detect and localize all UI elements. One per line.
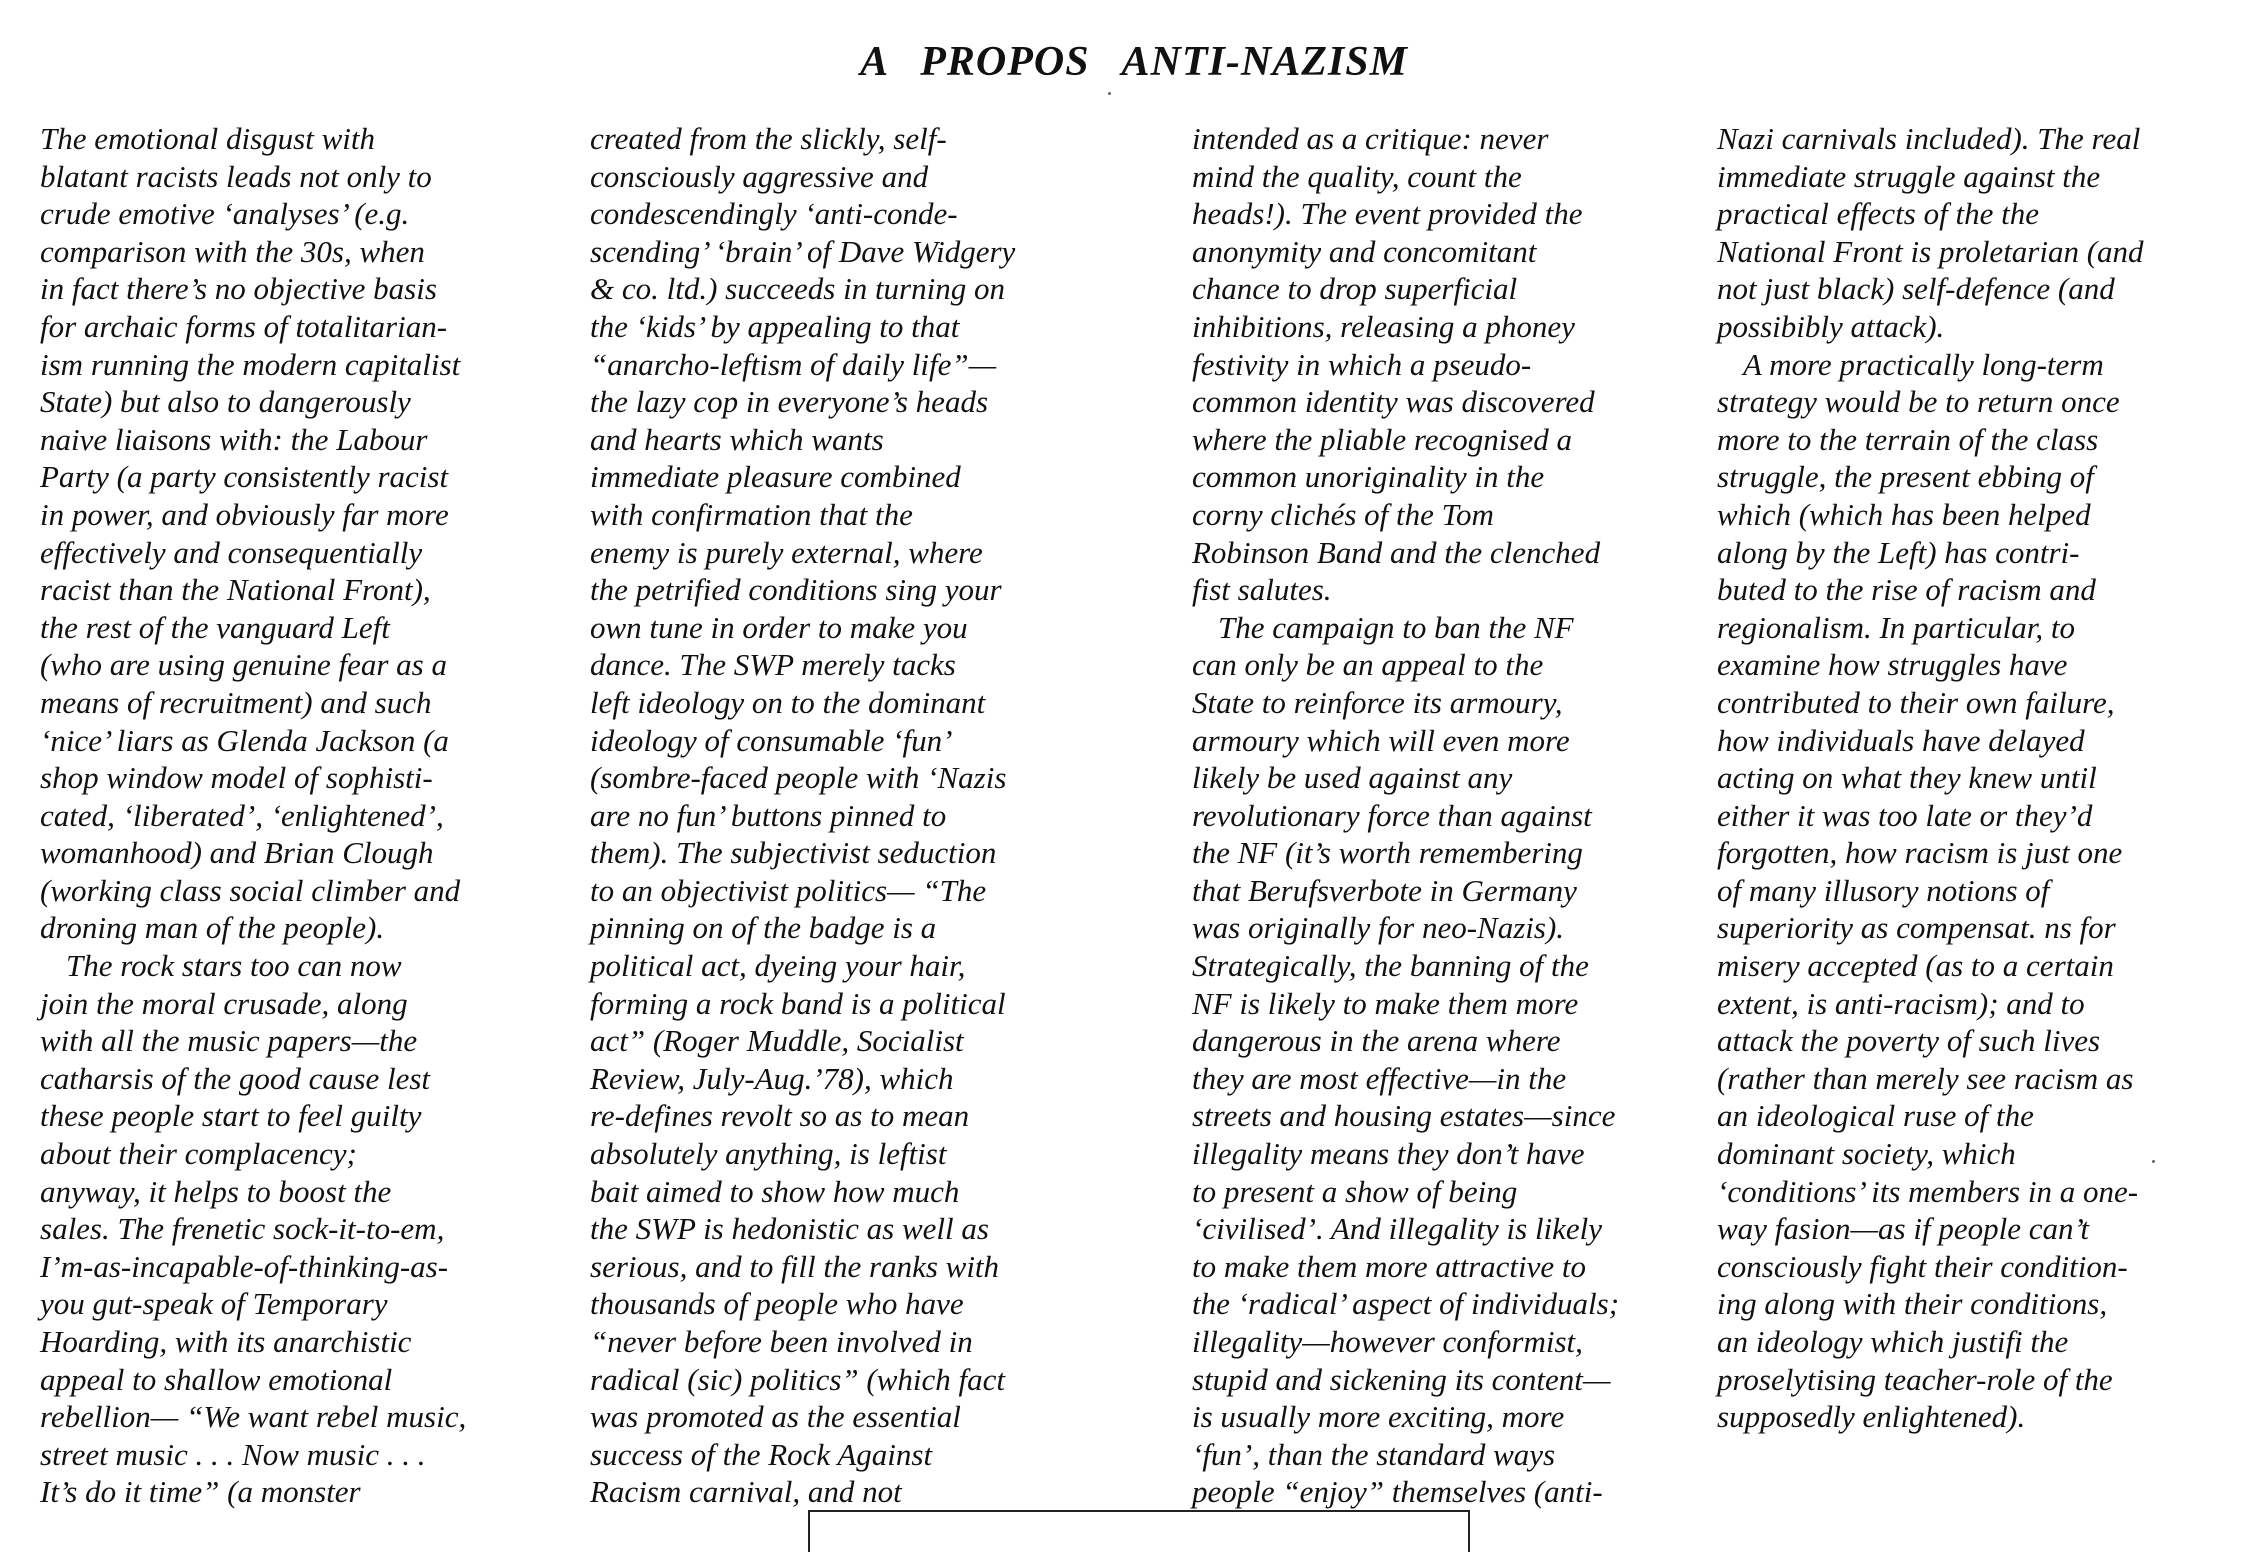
text-line: shop window model of sophisti- <box>40 760 433 796</box>
text-line: armoury which will even more <box>1192 722 1570 758</box>
text-line: own tune in order to make you <box>590 609 968 645</box>
text-line: act” (Roger Muddle, Socialist <box>590 1023 964 1059</box>
text-line: illegality means they don’t have <box>1192 1136 1585 1172</box>
text-line: you gut-speak of Temporary <box>40 1286 388 1322</box>
text-line: (rather than merely see racism as <box>1717 1060 2134 1096</box>
text-line: catharsis of the good cause lest <box>40 1060 431 1096</box>
text-line: success of the Rock Against <box>590 1436 933 1472</box>
text-line: with confirmation that the <box>590 496 913 532</box>
text-line: appeal to shallow emotional <box>40 1361 393 1397</box>
text-line: serious, and to fill the ranks with <box>590 1248 1000 1284</box>
text-line: “anarcho-leftism of daily life”— <box>590 346 997 382</box>
text-line: ism running the modern capitalist <box>40 346 461 382</box>
text-column-3 <box>1192 120 1712 1511</box>
text-line: along by the Left) has contri- <box>1717 534 2080 570</box>
text-line: immediate struggle against the <box>1717 158 2101 194</box>
text-line: effectively and consequentially <box>40 534 423 570</box>
text-line: more to the terrain of the class <box>1717 421 2099 457</box>
text-line: heads!). The event provided the <box>1192 196 1583 232</box>
text-line: chance to drop superficial <box>1192 271 1518 307</box>
text-line: can only be an appeal to the <box>1192 647 1544 683</box>
text-line: contributed to their own failure, <box>1717 684 2115 720</box>
text-line: proselytising teacher-role of the <box>1717 1361 2113 1397</box>
text-line: condescendingly ‘anti-conde- <box>590 196 958 232</box>
text-line: struggle, the present ebbing of <box>1717 459 2094 495</box>
text-line: forgotten, how racism is just one <box>1717 835 2123 871</box>
text-line: the lazy cop in everyone’s heads <box>590 384 989 420</box>
text-line: the petrified conditions sing your <box>590 572 1002 608</box>
text-line: Robinson Band and the clenched <box>1192 534 1601 570</box>
text-line: intended as a critique: never <box>1192 121 1549 156</box>
text-line: Party (a party consistently racist <box>40 459 449 495</box>
text-line: either it was too late or they’d <box>1717 797 2093 833</box>
text-line: State to reinforce its armoury, <box>1192 684 1563 720</box>
text-line: revolutionary force than against <box>1192 797 1592 833</box>
text-line: blatant racists leads not only to <box>40 158 432 194</box>
text-line: the ‘kids’ by appealing to that <box>590 308 960 344</box>
text-line: to present a show of being <box>1192 1173 1518 1209</box>
text-line: fist salutes. <box>1192 572 1332 608</box>
text-line: how individuals have delayed <box>1717 722 2085 758</box>
text-line: to an objectivist politics— “The <box>590 872 987 908</box>
text-line: (working class social climber and <box>40 872 461 908</box>
text-line: are no fun’ buttons pinned to <box>590 797 947 833</box>
text-line: Nazi carnivals included). The real <box>1717 121 2141 156</box>
text-line: It’s do it time” (a monster <box>40 1474 361 1510</box>
article-title: A PROPOS ANTI-NAZISM <box>860 39 1408 85</box>
text-line: dance. The SWP merely tacks <box>590 647 956 683</box>
text-line: about their complacency; <box>40 1136 357 1172</box>
text-line: corny clichés of the Tom <box>1192 496 1494 532</box>
text-line: an ideology which justifi the <box>1717 1324 2069 1359</box>
text-line: A more practically long-term <box>1743 346 2104 382</box>
text-line: rebellion— “We want rebel music, <box>40 1399 467 1435</box>
text-line: where the pliable recognised a <box>1192 421 1572 457</box>
text-line: I’m-as-incapable-of-thinking-as- <box>40 1248 449 1284</box>
text-line: mind the quality, count the <box>1192 158 1522 194</box>
text-line: Hoarding, with its anarchistic <box>40 1324 412 1359</box>
text-line: join the moral crusade, along <box>40 985 408 1021</box>
text-line: supposedly enlightened). <box>1717 1399 2026 1435</box>
text-line: enemy is purely external, where <box>590 534 983 570</box>
text-line: Racism carnival, and not <box>590 1474 902 1510</box>
text-line: The rock stars too can now <box>66 948 402 984</box>
text-line: & co. ltd.) succeeds in turning on <box>590 271 1005 307</box>
text-line: ‘nice’ liars as Glenda Jackson (a <box>40 722 449 758</box>
text-line: cated, ‘liberated’, ‘enlightened’, <box>40 797 444 833</box>
text-line: scending’ ‘brain’ of Dave Widgery <box>590 233 1016 269</box>
text-line: to make them more attractive to <box>1192 1248 1586 1284</box>
text-line: regionalism. In particular, to <box>1717 609 2075 645</box>
text-line: examine how struggles have <box>1717 647 2068 683</box>
text-line: in fact there’s no objective basis <box>40 271 437 307</box>
text-line: not just black) self-defence (and <box>1717 271 2115 307</box>
text-line: radical (sic) politics” (which fact <box>590 1361 1006 1397</box>
text-line: ‘conditions’ its members in a one- <box>1717 1173 2139 1209</box>
text-line: National Front is proletarian (and <box>1717 233 2144 269</box>
text-line: anonymity and concomitant <box>1192 233 1537 269</box>
text-line: street music . . . Now music . . . <box>40 1436 426 1472</box>
text-line: with all the music papers—the <box>40 1023 418 1059</box>
text-line: absolutely anything, is leftist <box>590 1136 947 1172</box>
text-line: which (which has been helped <box>1717 496 2091 532</box>
text-line: thousands of people who have <box>590 1286 964 1322</box>
text-line: that Berufsverbote in Germany <box>1192 872 1577 908</box>
text-line: an ideological ruse of the <box>1717 1098 2034 1134</box>
text-line: was promoted as the essential <box>590 1399 961 1435</box>
text-line: left ideology on to the dominant <box>590 684 986 720</box>
text-line: stupid and sickening its content— <box>1192 1361 1611 1397</box>
text-line: dominant society, which <box>1717 1136 2016 1172</box>
text-line: means of recruitment) and such <box>40 684 432 720</box>
text-line: dangerous in the arena where <box>1192 1023 1561 1059</box>
text-line: them). The subjectivist seduction <box>590 835 997 871</box>
text-line: buted to the rise of racism and <box>1717 572 2096 608</box>
text-line: acting on what they knew until <box>1717 760 2097 796</box>
text-line: womanhood) and Brian Clough <box>40 835 434 871</box>
scan-speck <box>2152 1160 2155 1163</box>
text-line: ‘fun’, than the standard ways <box>1192 1436 1556 1472</box>
text-line: naive liaisons with: the Labour <box>40 421 428 457</box>
text-line: misery accepted (as to a certain <box>1717 948 2114 984</box>
scan-speck <box>1108 92 1111 95</box>
text-line: the rest of the vanguard Left <box>40 609 390 645</box>
text-line: The emotional disgust with <box>40 121 375 156</box>
text-line: Strategically, the banning of the <box>1192 948 1589 984</box>
text-line: ‘civilised’. And illegality is likely <box>1192 1211 1603 1247</box>
text-line: superiority as compensat. ns for <box>1717 910 2116 946</box>
text-line: is usually more exciting, more <box>1192 1399 1565 1435</box>
text-line: Review, July-Aug.’78), which <box>590 1060 954 1096</box>
footer-box-edge <box>808 1510 1470 1552</box>
text-line: (who are using genuine fear as a <box>40 647 447 683</box>
text-line: racist than the National Front), <box>40 572 431 608</box>
text-line: crude emotive ‘analyses’ (e.g. <box>40 196 410 232</box>
text-line: bait aimed to show how much <box>590 1173 960 1209</box>
text-line: and hearts which wants <box>590 421 884 457</box>
text-line: The campaign to ban the NF <box>1218 609 1574 645</box>
text-line: they are most effective—in the <box>1192 1060 1567 1096</box>
text-line: political act, dyeing your hair, <box>590 948 966 984</box>
text-line: these people start to feel guilty <box>40 1098 422 1134</box>
text-line: common unoriginality in the <box>1192 459 1545 495</box>
text-line: possibibly attack). <box>1717 308 1945 344</box>
text-line: re-defines revolt so as to mean <box>590 1098 970 1134</box>
text-line: droning man of the people). <box>40 910 385 946</box>
text-line: created from the slickly, self- <box>590 121 947 156</box>
text-line: was originally for neo-Nazis). <box>1192 910 1565 946</box>
text-column-4 <box>1717 120 2237 1436</box>
text-line: for archaic forms of totalitarian- <box>40 308 448 344</box>
text-line: NF is likely to make them more <box>1192 985 1579 1021</box>
text-line: consciously aggressive and <box>590 158 929 194</box>
text-line: ideology of consumable ‘fun’ <box>590 722 953 758</box>
text-line: common identity was discovered <box>1192 384 1595 420</box>
text-line: the NF (it’s worth remembering <box>1192 835 1583 871</box>
text-line: the ‘radical’ aspect of individuals; <box>1192 1286 1620 1322</box>
text-line: immediate pleasure combined <box>590 459 961 495</box>
text-line: inhibitions, releasing a phoney <box>1192 308 1575 344</box>
text-line: sales. The frenetic sock-it-to-em, <box>40 1211 445 1247</box>
text-line: the SWP is hedonistic as well as <box>590 1211 989 1247</box>
text-line: (sombre-faced people with ‘Nazis <box>590 760 1007 796</box>
text-line: State) but also to dangerously <box>40 384 411 420</box>
text-line: strategy would be to return once <box>1717 384 2120 420</box>
text-line: people “enjoy” themselves (anti- <box>1192 1474 1603 1510</box>
text-line: forming a rock band is a political <box>590 985 1006 1021</box>
text-line: comparison with the 30s, when <box>40 233 425 269</box>
text-column-2 <box>590 120 1110 1511</box>
text-line: pinning on of the badge is a <box>590 910 937 946</box>
text-line: likely be used against any <box>1192 760 1513 796</box>
text-line: practical effects of the the <box>1717 196 2039 232</box>
text-line: extent, is anti-racism); and to <box>1717 985 2085 1021</box>
text-line: festivity in which a pseudo- <box>1192 346 1532 382</box>
text-line: ing along with their conditions, <box>1717 1286 2108 1322</box>
text-line: “never before been involved in <box>590 1324 973 1359</box>
text-line: way fasion—as if people can’t <box>1717 1211 2089 1247</box>
text-line: attack the poverty of such lives <box>1717 1023 2101 1059</box>
text-line: anyway, it helps to boost the <box>40 1173 392 1209</box>
text-line: consciously fight their condition- <box>1717 1248 2128 1284</box>
text-line: in power, and obviously far more <box>40 496 449 532</box>
text-line: illegality—however conformist, <box>1192 1324 1583 1359</box>
text-line: of many illusory notions of <box>1717 872 2050 908</box>
text-line: streets and housing estates—since <box>1192 1098 1616 1134</box>
text-column-1 <box>40 120 560 1511</box>
